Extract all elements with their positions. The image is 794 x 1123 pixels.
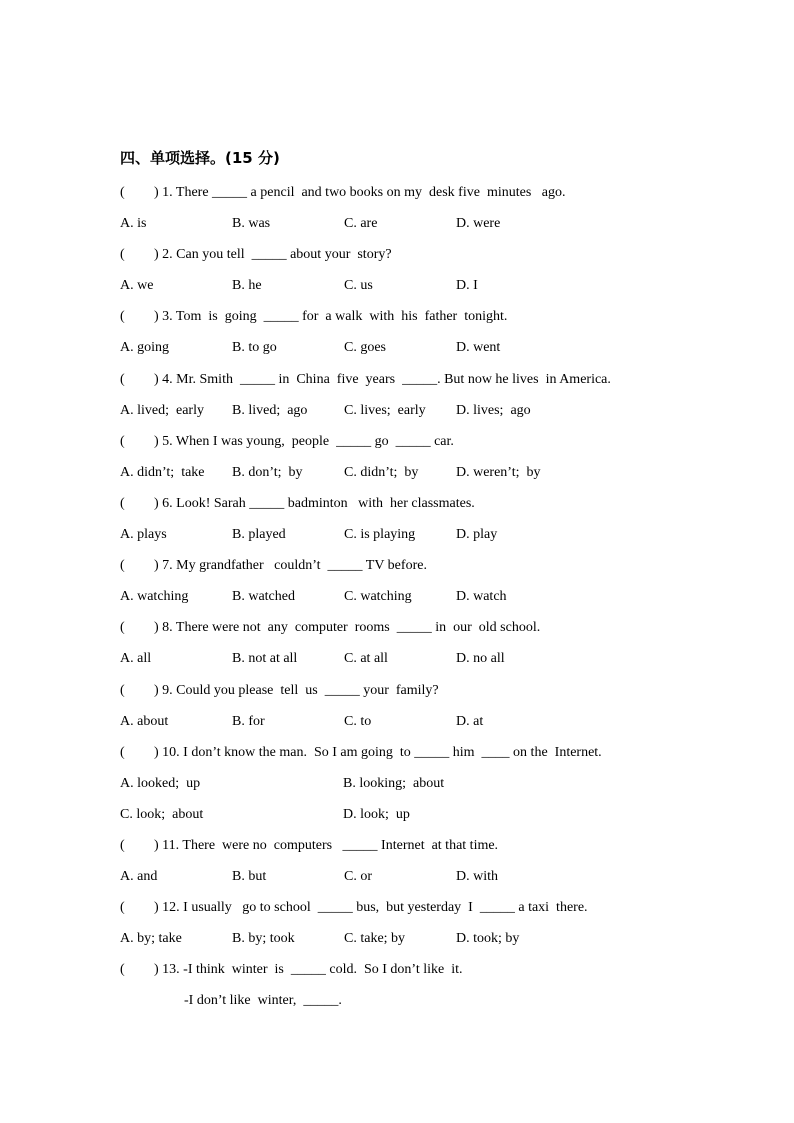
option-item: D. with — [456, 869, 498, 885]
option-item: B. to go — [232, 340, 277, 356]
question-text: ) 5. When I was young, people _____ go _____ car. — [154, 433, 454, 449]
answer-paren: ( — [120, 837, 125, 853]
option-item: B. for — [232, 713, 265, 729]
options-row — [120, 643, 680, 674]
option-item: C. is playing — [344, 527, 416, 543]
question-text: ) 13. -I think winter is _____ cold. So I don’t like it. — [154, 962, 463, 978]
question-4 — [120, 364, 680, 395]
option-item: A. watching — [120, 589, 189, 605]
option-item: B. not at all — [232, 651, 298, 667]
question-text: ) 11. There were no computers _____ Internet at that time. — [154, 837, 499, 853]
option-item: B. don’t; by — [232, 464, 303, 480]
option-item: C. look; about — [120, 806, 204, 822]
question-5 — [120, 426, 680, 457]
options-row — [120, 799, 680, 830]
option-item: A. lived; early — [120, 402, 204, 418]
option-item: A. about — [120, 713, 169, 729]
question-1 — [120, 177, 680, 208]
option-item: D. were — [456, 216, 501, 232]
question-text: ) 6. Look! Sarah _____ badminton with her classmates. — [154, 495, 475, 511]
option-item: B. played — [232, 527, 286, 543]
question-list — [120, 177, 680, 1017]
option-item: A. going — [120, 340, 169, 356]
answer-paren: ( — [120, 247, 125, 263]
answer-paren: ( — [120, 433, 125, 449]
answer-paren: ( — [120, 558, 125, 574]
question-8 — [120, 612, 680, 643]
question-9 — [120, 675, 680, 706]
options-row — [120, 457, 680, 488]
option-item: A. is — [120, 216, 147, 232]
option-item: D. went — [456, 340, 501, 356]
option-item: A. didn’t; take — [120, 464, 205, 480]
option-item: D. play — [456, 527, 498, 543]
option-item: D. took; by — [456, 931, 520, 947]
option-item: C. watching — [344, 589, 412, 605]
question-followup: -I don’t like winter, _____. — [184, 993, 342, 1009]
answer-paren: ( — [120, 495, 125, 511]
answer-paren: ( — [120, 682, 125, 698]
question-text: ) 4. Mr. Smith _____ in China five years _____. But now he lives in America. — [154, 371, 611, 387]
options-row — [120, 208, 680, 239]
option-item: D. watch — [456, 589, 507, 605]
option-item: A. we — [120, 278, 154, 294]
options-row — [120, 861, 680, 892]
option-item: C. us — [344, 278, 373, 294]
option-item: B. by; took — [232, 931, 295, 947]
option-item: B. looking; about — [343, 775, 445, 791]
question-text: ) 2. Can you tell _____ about your story? — [154, 247, 392, 263]
question-text: ) 9. Could you please tell us _____ your family? — [154, 682, 439, 698]
option-item: B. was — [232, 216, 271, 232]
option-item: A. looked; up — [120, 775, 201, 791]
options-row — [120, 768, 680, 799]
section-title: 四、单项选择。(15 分) — [120, 149, 280, 167]
answer-paren: ( — [120, 962, 125, 978]
question-text: ) 7. My grandfather couldn’t _____ TV before. — [154, 558, 427, 574]
question-text: ) 10. I don’t know the man. So I am going to _____ him ____ on the Internet. — [154, 744, 602, 760]
options-row — [120, 519, 680, 550]
option-item: C. lives; early — [344, 402, 426, 418]
question-text: ) 1. There _____ a pencil and two books on my desk five minutes ago. — [154, 185, 566, 200]
question-text: ) 3. Tom is going _____ for a walk with his father tonight. — [154, 309, 508, 325]
question-7 — [120, 550, 680, 581]
option-item: D. look; up — [343, 806, 410, 822]
option-item: B. he — [232, 278, 262, 294]
answer-paren: ( — [120, 309, 125, 325]
options-row — [120, 332, 680, 363]
answer-paren: ( — [120, 744, 125, 760]
option-item: D. lives; ago — [456, 402, 531, 418]
options-row — [120, 270, 680, 301]
option-item: C. take; by — [344, 931, 406, 947]
question-11 — [120, 830, 680, 861]
question-12 — [120, 892, 680, 923]
option-item: C. or — [344, 869, 372, 885]
option-item: C. are — [344, 216, 378, 232]
option-item: A. by; take — [120, 931, 182, 947]
option-item: B. lived; ago — [232, 402, 308, 418]
question-2 — [120, 239, 680, 270]
question-3 — [120, 301, 680, 332]
option-item: A. plays — [120, 527, 167, 543]
answer-paren: ( — [120, 620, 125, 636]
option-item: B. but — [232, 869, 267, 885]
answer-paren: ( — [120, 185, 125, 200]
options-row — [120, 923, 680, 954]
worksheet — [120, 146, 680, 1017]
option-item: B. watched — [232, 589, 295, 605]
options-row — [120, 395, 680, 426]
option-item: D. weren’t; by — [456, 464, 541, 480]
option-item: D. no all — [456, 651, 505, 667]
options-row — [120, 581, 680, 612]
question-10 — [120, 737, 680, 768]
option-item: C. goes — [344, 340, 386, 356]
answer-paren: ( — [120, 900, 125, 916]
option-item: A. and — [120, 869, 158, 885]
option-item: D. at — [456, 713, 484, 729]
option-item: C. at all — [344, 651, 388, 667]
option-item: D. I — [456, 278, 478, 294]
options-row — [120, 706, 680, 737]
option-item: A. all — [120, 651, 152, 667]
question-text: ) 12. I usually go to school _____ bus, but yesterday I _____ a taxi there. — [154, 900, 588, 916]
option-item: C. to — [344, 713, 372, 729]
question-13 — [120, 954, 680, 985]
question-text: ) 8. There were not any computer rooms _____ in our old school. — [154, 620, 541, 636]
option-item: C. didn’t; by — [344, 464, 419, 480]
question-6 — [120, 488, 680, 519]
answer-paren: ( — [120, 371, 125, 387]
